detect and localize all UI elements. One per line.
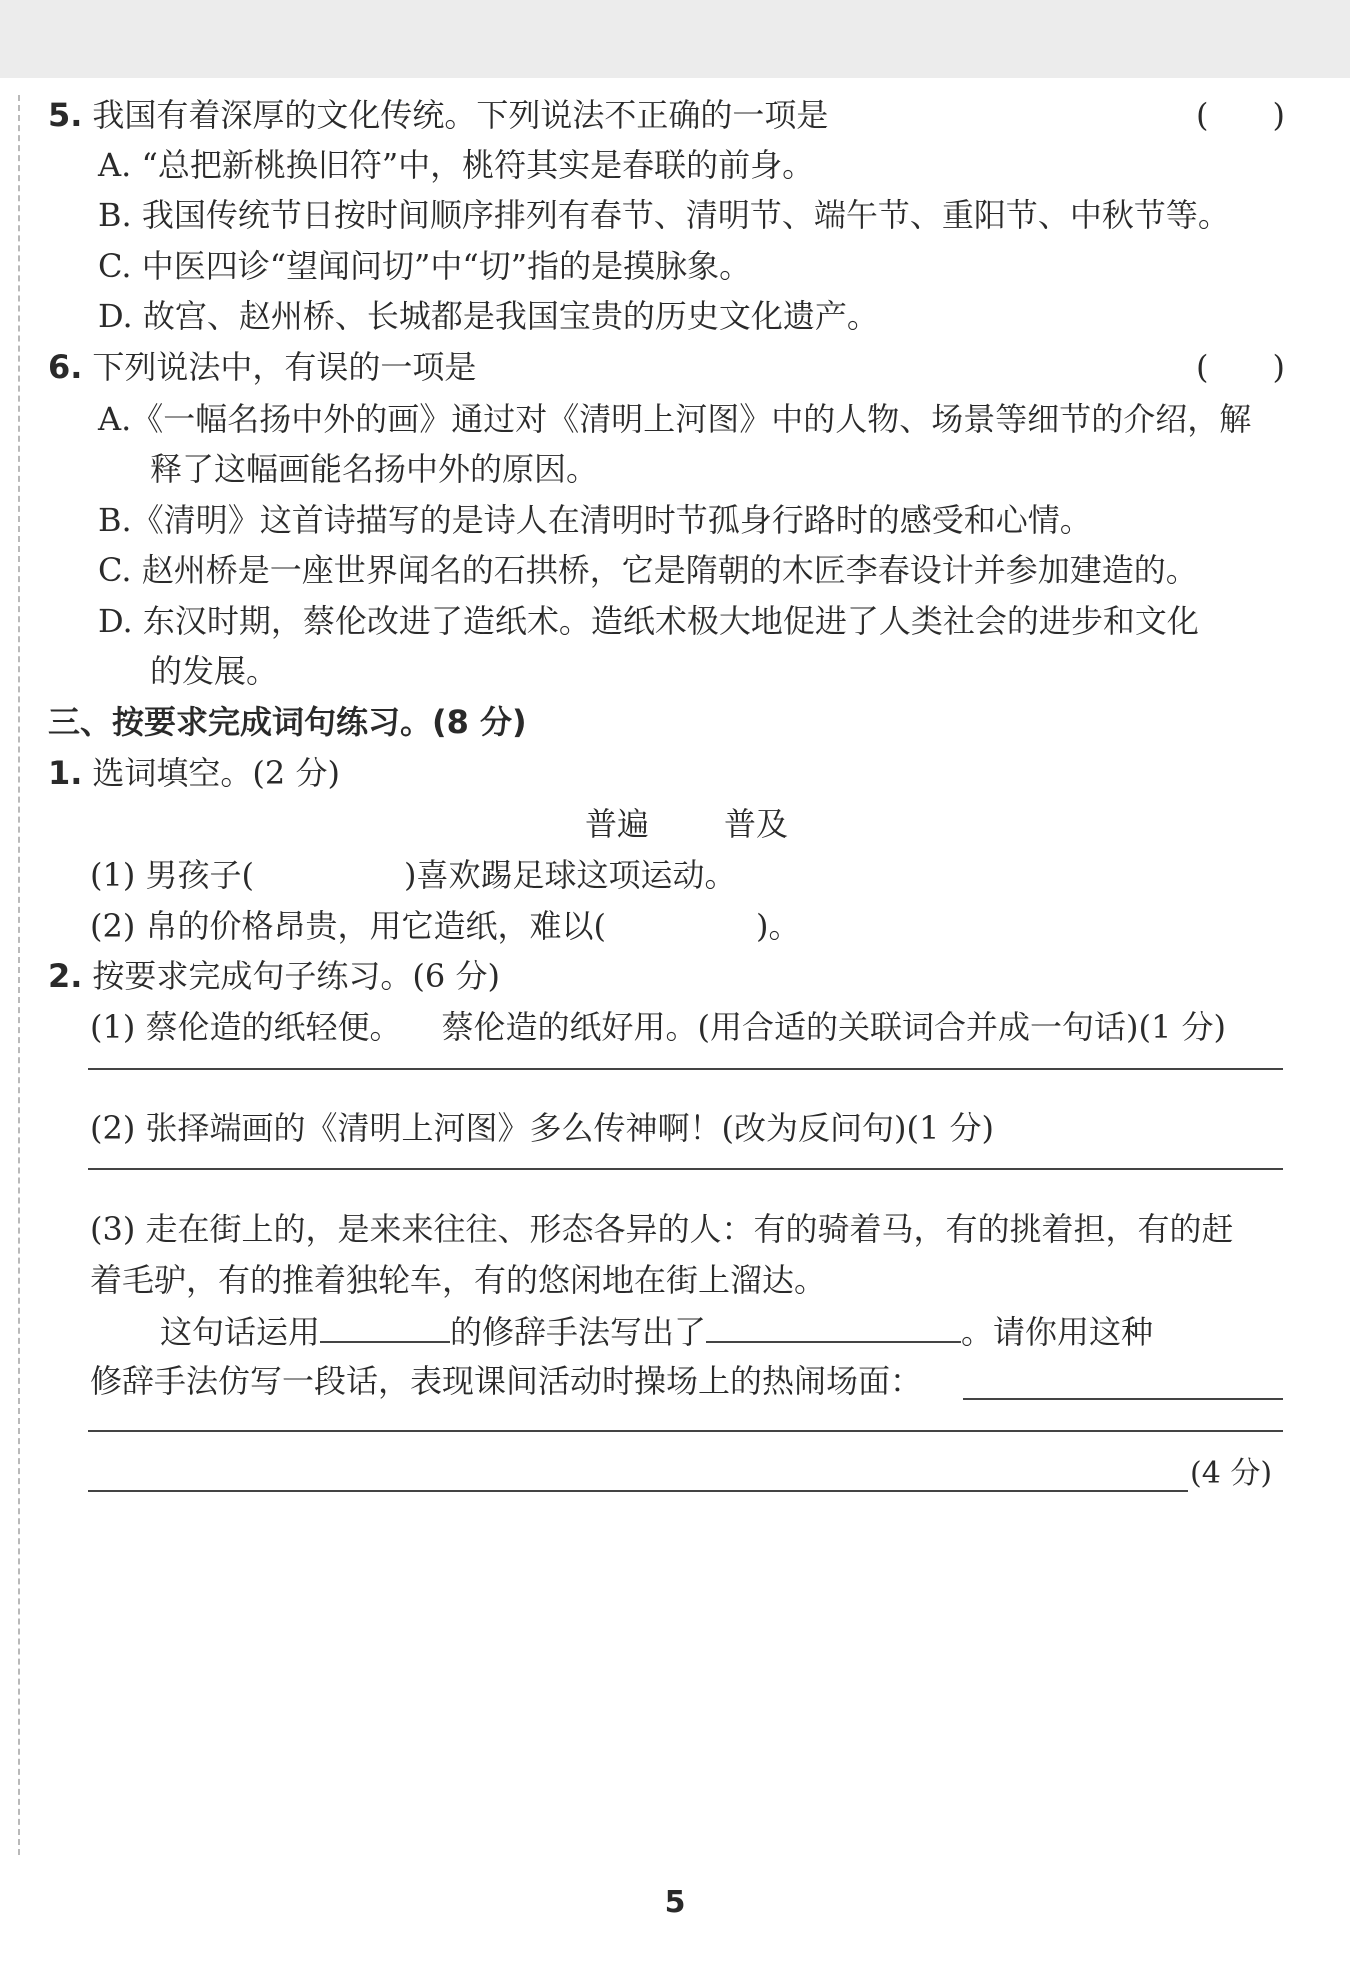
s2-item-3-text-3: 。请你用这种 [961, 1313, 1154, 1351]
q5-option-a: A. “总把新桃换旧符”中，桃符其实是春联的前身。 [98, 146, 815, 184]
s1-word-1: 普遍 [585, 805, 650, 843]
s1-item-1-post: )喜欢踢足球这项运动。 [404, 856, 737, 894]
q6-option-b: B.《清明》这首诗描写的是诗人在清明时节孤身行路时的感受和心情。 [98, 501, 1092, 539]
s2-item-3-answer-line-2[interactable] [88, 1430, 1283, 1432]
q6-stem: 下列说法中，有误的一项是 [92, 348, 477, 386]
binding-margin-line [18, 95, 20, 1855]
s1-item-2 [90, 905, 801, 947]
s2-title-line [48, 955, 500, 997]
s1-word-bank [585, 803, 788, 845]
q6-option-d-line1: D. 东汉时期，蔡伦改进了造纸术。造纸术极大地促进了人类社会的进步和文化 [98, 602, 1199, 640]
s2-item-1-part-a: (1) 蔡伦造的纸轻便。 [90, 1008, 402, 1046]
q5-option-c: C. 中医四诊“望闻问切”中“切”指的是摸脉象。 [98, 247, 752, 285]
s2-item-3-line4: 修辞手法仿写一段话，表现课间活动时操场上的热闹场面： [90, 1362, 923, 1400]
s2-item-3-blank-scene[interactable] [706, 1309, 961, 1343]
s2-item-3-blank-rhetoric[interactable] [320, 1309, 450, 1343]
s1-item-2-pre: (2) 帛的价格昂贵，用它造纸，难以( [90, 907, 606, 945]
q5-option-b: B. 我国传统节日按时间顺序排列有春节、清明节、端午节、重阳节、中秋节等。 [98, 196, 1230, 234]
s1-item-1 [90, 854, 737, 896]
q5-answer-paren[interactable]: ( ) [1196, 96, 1285, 134]
q6-stem-line [48, 346, 476, 388]
q5-stem-line [48, 94, 828, 136]
s2-item-3-text-1: 这句话运用 [160, 1313, 321, 1351]
s2-item-2: (2) 张择端画的《清明上河图》多么传神啊！(改为反问句)(1 分) [90, 1109, 994, 1147]
s2-item-3-text-2: 的修辞手法写出了 [450, 1313, 707, 1351]
s1-title: 选词填空。(2 分) [92, 754, 340, 792]
s1-item-1-pre: (1) 男孩子( [90, 856, 254, 894]
s2-item-3-answer-line-1[interactable] [963, 1398, 1283, 1400]
s2-item-3-answer-line-3[interactable] [88, 1490, 1188, 1492]
s1-word-2: 普及 [724, 805, 789, 843]
q6-number: 6. [48, 348, 83, 386]
s2-item-1-part-b: 蔡伦造的纸好用。(用合适的关联词合并成一句话)(1 分) [441, 1008, 1226, 1046]
q5-number: 5. [48, 96, 83, 134]
s2-item-3-score: (4 分) [1190, 1456, 1273, 1491]
page-number: 5 [664, 1885, 686, 1920]
s2-item-3-line1: (3) 走在街上的，是来来往往、形态各异的人：有的骑着马，有的挑着担，有的赶 [90, 1210, 1234, 1248]
s2-title: 按要求完成句子练习。(6 分) [92, 957, 500, 995]
q5-stem: 我国有着深厚的文化传统。下列说法不正确的一项是 [92, 96, 829, 134]
s1-title-line [48, 752, 340, 794]
q6-option-a-line2: 释了这幅画能名扬中外的原因。 [150, 450, 599, 488]
scan-top-band [0, 0, 1350, 78]
s2-item-3-line3 [160, 1309, 1153, 1353]
s2-item-2-answer-line[interactable] [88, 1168, 1283, 1170]
q6-answer-paren[interactable]: ( ) [1196, 348, 1285, 386]
s2-item-1 [90, 1006, 1226, 1048]
q6-option-a-line1: A.《一幅名扬中外的画》通过对《清明上河图》中的人物、场景等细节的介绍，解 [98, 400, 1252, 438]
s2-item-3-line2: 着毛驴，有的推着独轮车，有的悠闲地在街上溜达。 [90, 1261, 827, 1299]
s2-number: 2. [48, 957, 83, 995]
q6-option-d-line2: 的发展。 [150, 652, 279, 690]
q5-option-d: D. 故宫、赵州桥、长城都是我国宝贵的历史文化遗产。 [98, 297, 879, 335]
s2-item-1-answer-line[interactable] [88, 1068, 1283, 1070]
q6-option-c: C. 赵州桥是一座世界闻名的石拱桥，它是隋朝的木匠李春设计并参加建造的。 [98, 551, 1198, 589]
s1-number: 1. [48, 754, 83, 792]
s1-item-2-post: )。 [756, 907, 801, 945]
section-3-title: 三、按要求完成词句练习。(8 分) [48, 703, 527, 741]
